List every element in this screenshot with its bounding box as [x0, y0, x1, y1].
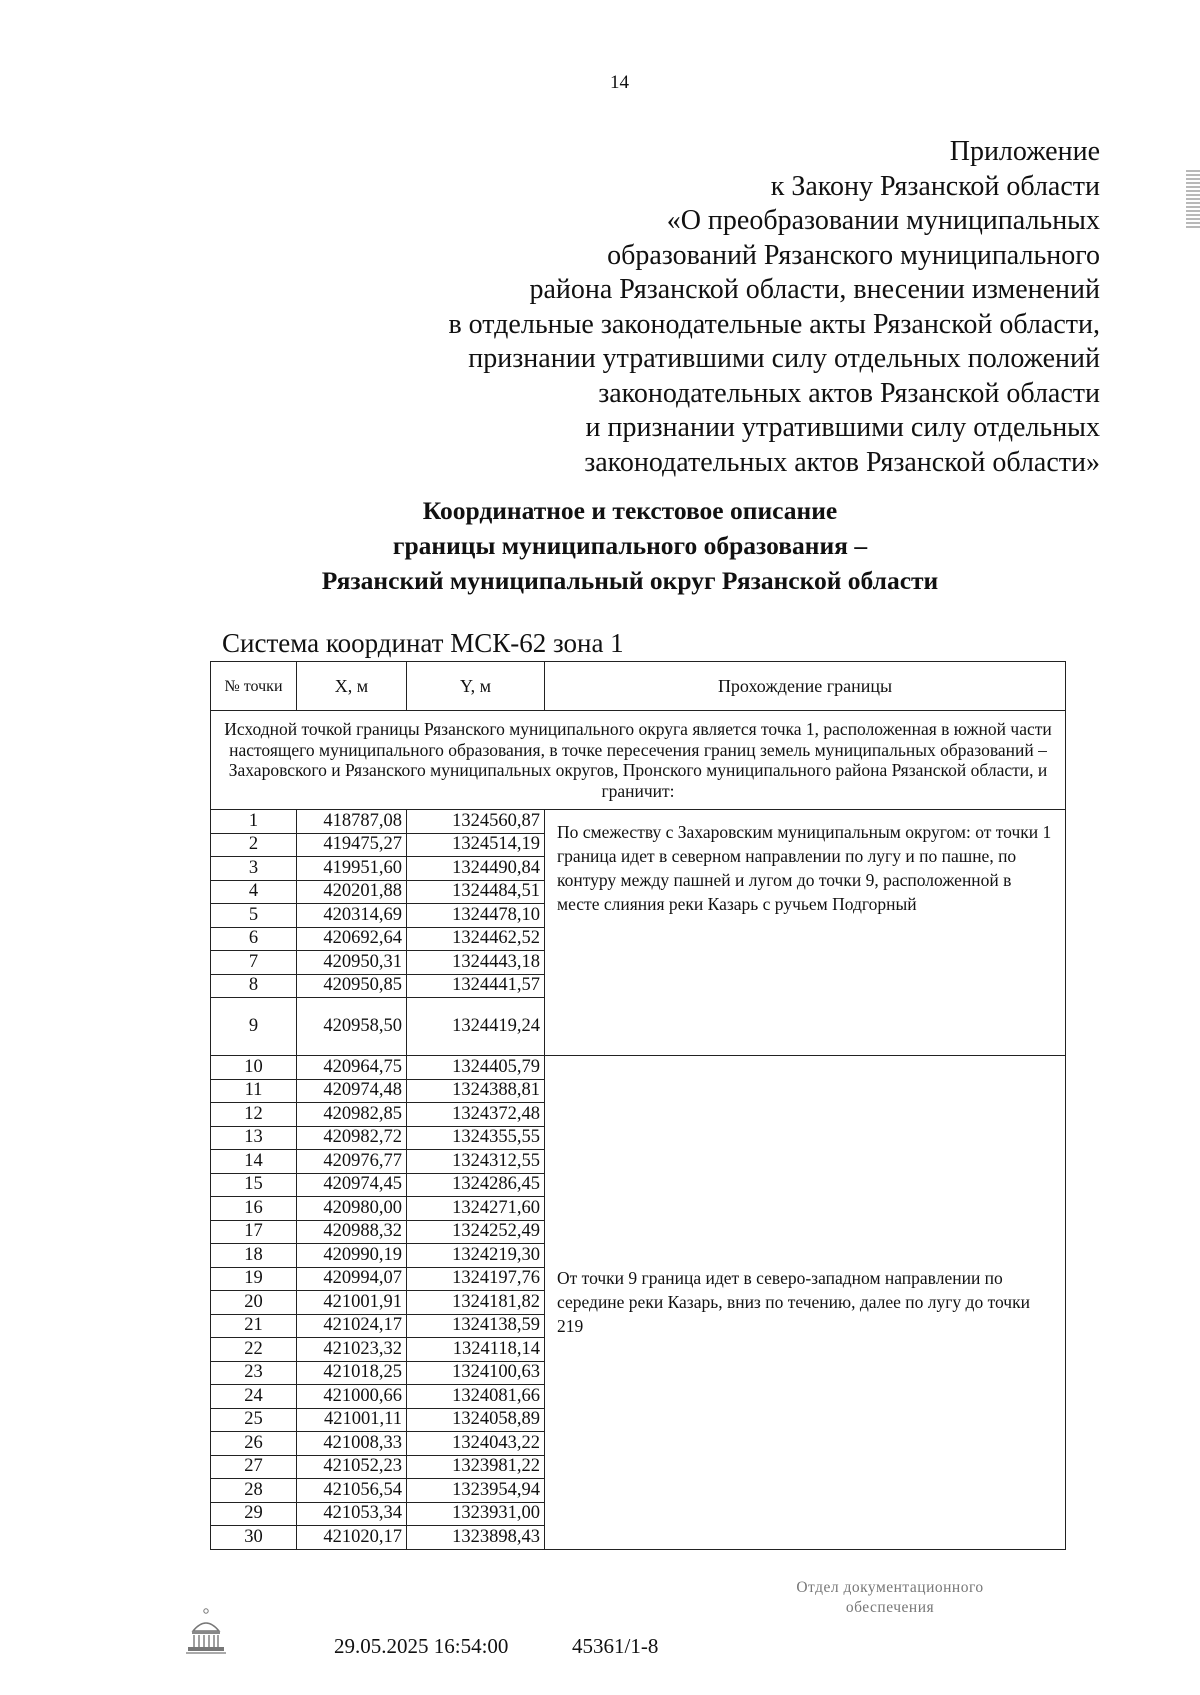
point-number-cell: 30 — [211, 1526, 297, 1550]
scan-edge-mark — [1186, 170, 1200, 230]
point-number-cell: 4 — [211, 880, 297, 904]
appendix-line: в отдельные законодательные акты Рязанской области, — [448, 308, 1100, 340]
y-coordinate-cell: 1324118,14 — [407, 1338, 545, 1362]
point-number-cell: 1 — [211, 810, 297, 834]
department-stamp — [740, 1578, 1040, 1618]
x-coordinate-cell: 420201,88 — [297, 880, 407, 904]
stamp-line: обеспечения — [845, 1599, 935, 1616]
stamp-line: Отдел документационного — [796, 1579, 984, 1596]
appendix-line: законодательных актов Рязанской области» — [584, 446, 1100, 478]
y-coordinate-cell: 1324312,55 — [407, 1150, 545, 1174]
appendix-line: признании утратившими силу отдельных положений — [468, 343, 1100, 374]
point-number-cell: 11 — [211, 1079, 297, 1103]
appendix-line: Приложение — [949, 136, 1100, 167]
y-coordinate-cell: 1324181,82 — [407, 1291, 545, 1315]
y-coordinate-cell: 1324419,24 — [407, 998, 545, 1056]
y-coordinate-cell: 1324138,59 — [407, 1314, 545, 1338]
y-coordinate-cell: 1324271,60 — [407, 1197, 545, 1221]
y-coordinate-cell: 1324100,63 — [407, 1361, 545, 1385]
x-coordinate-cell: 420982,72 — [297, 1126, 407, 1150]
x-coordinate-cell: 420994,07 — [297, 1267, 407, 1291]
table-header-row — [211, 662, 1066, 711]
intro-text: Исходной точкой границы Рязанского муниципального округа является точка 1, расположенная в южной части настоящего муниципального образования, в точке пересечения границ земель муниципальных образований – Захаровского и Рязанского муниципальных округов, Пронского муниципального района Рязанской области, и граничит: — [211, 711, 1066, 810]
title-line: Рязанский муниципальный округ Рязанской области — [321, 566, 939, 595]
y-coordinate-cell: 1324388,81 — [407, 1079, 545, 1103]
point-number-cell: 6 — [211, 927, 297, 951]
point-number-cell: 21 — [211, 1314, 297, 1338]
col-header-x: X, м — [297, 662, 407, 711]
duma-logo-icon — [184, 1605, 228, 1661]
y-coordinate-cell: 1324514,19 — [407, 833, 545, 857]
point-number-cell: 23 — [211, 1361, 297, 1385]
appendix-line: и признании утратившими силу отдельных — [585, 412, 1100, 443]
y-coordinate-cell: 1323981,22 — [407, 1455, 545, 1479]
y-coordinate-cell: 1324462,52 — [407, 927, 545, 951]
y-coordinate-cell: 1324405,79 — [407, 1056, 545, 1080]
x-coordinate-cell: 420950,85 — [297, 974, 407, 998]
point-number-cell: 17 — [211, 1220, 297, 1244]
x-coordinate-cell: 418787,08 — [297, 810, 407, 834]
x-coordinate-cell: 421024,17 — [297, 1314, 407, 1338]
x-coordinate-cell: 420974,48 — [297, 1079, 407, 1103]
table-row — [211, 810, 1066, 834]
x-coordinate-cell: 421018,25 — [297, 1361, 407, 1385]
title-line: границы муниципального образования – — [392, 531, 868, 560]
point-number-cell: 19 — [211, 1267, 297, 1291]
x-coordinate-cell: 421001,91 — [297, 1291, 407, 1315]
point-number-cell: 28 — [211, 1479, 297, 1503]
x-coordinate-cell: 419951,60 — [297, 857, 407, 881]
point-number-cell: 8 — [211, 974, 297, 998]
x-coordinate-cell: 421023,32 — [297, 1338, 407, 1362]
y-coordinate-cell: 1324484,51 — [407, 880, 545, 904]
y-coordinate-cell: 1324372,48 — [407, 1103, 545, 1127]
boundary-description-cell: От точки 9 граница идет в северо-западном направлении по середине реки Казарь, вниз по течению, далее по лугу до точки 219 — [545, 1056, 1066, 1550]
y-coordinate-cell: 1324490,84 — [407, 857, 545, 881]
point-number-cell: 16 — [211, 1197, 297, 1221]
point-number-cell: 27 — [211, 1455, 297, 1479]
point-number-cell: 15 — [211, 1173, 297, 1197]
intro-row — [211, 711, 1066, 810]
point-number-cell: 9 — [211, 998, 297, 1056]
footer-datetime: 29.05.2025 16:54:00 — [334, 1634, 509, 1658]
appendix-line: к Закону Рязанской области — [770, 170, 1100, 202]
x-coordinate-cell: 420958,50 — [297, 998, 407, 1056]
point-number-cell: 5 — [211, 904, 297, 928]
point-number-cell: 29 — [211, 1502, 297, 1526]
y-coordinate-cell: 1324081,66 — [407, 1385, 545, 1409]
point-number-cell: 10 — [211, 1056, 297, 1080]
x-coordinate-cell: 421052,23 — [297, 1455, 407, 1479]
appendix-line: образований Рязанского муниципального — [607, 239, 1100, 271]
coordinates-table — [210, 661, 1066, 1550]
point-number-cell: 20 — [211, 1291, 297, 1315]
y-coordinate-cell: 1324286,45 — [407, 1173, 545, 1197]
coordinate-system-label: Система координат МСК-62 зона 1 — [222, 628, 624, 658]
appendix-line: «О преобразовании муниципальных — [666, 205, 1100, 236]
footer-document-code: 45361/1-8 — [572, 1634, 659, 1658]
col-header-y: Y, м — [407, 662, 545, 711]
y-coordinate-cell: 1324219,30 — [407, 1244, 545, 1268]
point-number-cell: 22 — [211, 1338, 297, 1362]
point-number-cell: 7 — [211, 951, 297, 975]
point-number-cell: 13 — [211, 1126, 297, 1150]
y-coordinate-cell: 1324560,87 — [407, 810, 545, 834]
point-number-cell: 24 — [211, 1385, 297, 1409]
boundary-description-cell: По смежеству с Захаровским муниципальным округом: от точки 1 граница идет в северном направлении по лугу и по пашне, по контуру между пашней и лугом до точки 9, расположенной в месте слияния реки Казарь с ручьем Подгорный — [545, 810, 1066, 1056]
x-coordinate-cell: 420982,85 — [297, 1103, 407, 1127]
y-coordinate-cell: 1324058,89 — [407, 1408, 545, 1432]
document-title — [160, 493, 1100, 598]
x-coordinate-cell: 420990,19 — [297, 1244, 407, 1268]
appendix-header — [380, 135, 1100, 480]
y-coordinate-cell: 1324043,22 — [407, 1432, 545, 1456]
x-coordinate-cell: 420976,77 — [297, 1150, 407, 1174]
x-coordinate-cell: 420692,64 — [297, 927, 407, 951]
col-header-point-number: № точки — [211, 662, 297, 711]
col-header-boundary: Прохождение границы — [545, 662, 1066, 711]
y-coordinate-cell: 1323954,94 — [407, 1479, 545, 1503]
x-coordinate-cell: 421020,17 — [297, 1526, 407, 1550]
x-coordinate-cell: 419475,27 — [297, 833, 407, 857]
x-coordinate-cell: 421008,33 — [297, 1432, 407, 1456]
point-number-cell: 14 — [211, 1150, 297, 1174]
point-number-cell: 3 — [211, 857, 297, 881]
table-row — [211, 1056, 1066, 1080]
point-number-cell: 26 — [211, 1432, 297, 1456]
x-coordinate-cell: 420964,75 — [297, 1056, 407, 1080]
page-number: 14 — [610, 72, 629, 93]
point-number-cell: 2 — [211, 833, 297, 857]
y-coordinate-cell: 1323931,00 — [407, 1502, 545, 1526]
x-coordinate-cell: 420988,32 — [297, 1220, 407, 1244]
x-coordinate-cell: 421056,54 — [297, 1479, 407, 1503]
y-coordinate-cell: 1324197,76 — [407, 1267, 545, 1291]
y-coordinate-cell: 1324355,55 — [407, 1126, 545, 1150]
y-coordinate-cell: 1324252,49 — [407, 1220, 545, 1244]
title-line: Координатное и текстовое описание — [422, 496, 838, 525]
point-number-cell: 18 — [211, 1244, 297, 1268]
x-coordinate-cell: 420974,45 — [297, 1173, 407, 1197]
appendix-line: законодательных актов Рязанской области — [598, 377, 1100, 409]
x-coordinate-cell: 421053,34 — [297, 1502, 407, 1526]
y-coordinate-cell: 1323898,43 — [407, 1526, 545, 1550]
appendix-line: района Рязанской области, внесении изменений — [529, 274, 1100, 305]
y-coordinate-cell: 1324441,57 — [407, 974, 545, 998]
x-coordinate-cell: 420950,31 — [297, 951, 407, 975]
x-coordinate-cell: 420980,00 — [297, 1197, 407, 1221]
point-number-cell: 12 — [211, 1103, 297, 1127]
x-coordinate-cell: 421001,11 — [297, 1408, 407, 1432]
x-coordinate-cell: 421000,66 — [297, 1385, 407, 1409]
point-number-cell: 25 — [211, 1408, 297, 1432]
y-coordinate-cell: 1324443,18 — [407, 951, 545, 975]
x-coordinate-cell: 420314,69 — [297, 904, 407, 928]
y-coordinate-cell: 1324478,10 — [407, 904, 545, 928]
